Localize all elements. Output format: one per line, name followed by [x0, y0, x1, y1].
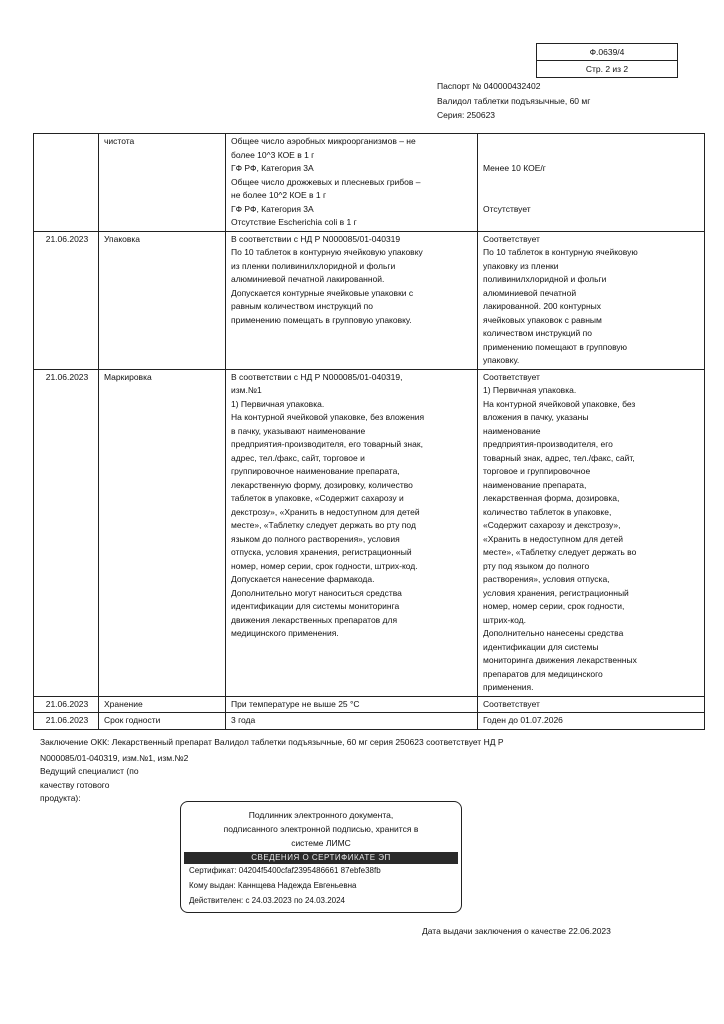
- requirement-line: Допускается нанесение фармакода.: [231, 574, 375, 584]
- indicator-cell: Хранение: [99, 696, 226, 713]
- result-line: растворения», условия отпуска,: [483, 574, 610, 584]
- requirement-line: При температуре не выше 25 °С: [231, 698, 360, 709]
- leader-line: продукта):: [40, 793, 81, 803]
- result-line: мониторинга движения лекарственных: [483, 655, 637, 665]
- certificate-holder: Кому выдан: Каннщева Надежда Евгеньевна: [189, 881, 357, 890]
- requirement-line: более 10^3 КОЕ в 1 г: [231, 149, 315, 160]
- result-line: Отсутствует: [483, 203, 531, 214]
- result-cell: [478, 231, 705, 369]
- result-line: применению помещают в групповую: [483, 341, 628, 352]
- page-number: Стр. 2 из 2: [537, 60, 677, 77]
- certificate-number: Сертификат: 04204f5400cfaf2395486661 87ebfe38fb: [189, 866, 381, 875]
- requirement-line: 1) Первичная упаковка.: [231, 398, 325, 409]
- result-cell: [478, 696, 705, 713]
- table-row: [34, 713, 705, 730]
- result-line: алюминиевой печатной: [483, 287, 577, 298]
- result-line: упаковку из пленки: [483, 260, 559, 271]
- result-line: [483, 135, 701, 149]
- requirement-line: движения лекарственных препаратов для: [231, 614, 398, 625]
- series-number: Серия: 250623: [437, 110, 496, 120]
- conclusion-line-2: N000085/01-040319, изм.№1, изм.№2: [40, 753, 189, 763]
- requirement-line: Общее число дрожжевых и плесневых грибов –: [231, 176, 421, 187]
- result-line: применения.: [483, 682, 534, 692]
- result-line: количеством инструкций по: [483, 328, 592, 338]
- result-line: лакированной. 200 контурных: [483, 301, 602, 311]
- result-line: наименование: [483, 425, 541, 436]
- result-line: «Содержит сахарозу и декстрозу»,: [483, 520, 621, 530]
- requirement-line: месте», «Таблетку следует держать во рту под: [231, 520, 416, 530]
- passport-number: Паспорт № 040000432402: [437, 81, 541, 91]
- date-cell: [34, 134, 99, 232]
- requirement-line: Отсутствие Escherichia coli в 1 г: [231, 217, 357, 227]
- requirement-cell: [226, 134, 478, 232]
- requirement-line: медицинского применения.: [231, 628, 339, 638]
- form-number-box: [536, 43, 678, 78]
- requirement-line: алюминиевой печатной лакированной.: [231, 274, 385, 284]
- result-line: На контурной ячейковой упаковке, без: [483, 398, 636, 409]
- requirement-line: группировочное наименование препарата,: [231, 466, 400, 476]
- result-line: [483, 216, 701, 230]
- date-cell: 21.06.2023: [34, 231, 99, 369]
- requirement-line: отпуска, условия хранения, регистрационный: [231, 547, 412, 557]
- result-line: штрих-код.: [483, 614, 526, 625]
- result-cell: [478, 713, 705, 730]
- result-line: номер, номер серии, срок годности,: [483, 601, 625, 611]
- table-row: [34, 369, 705, 696]
- result-line: лекарственная форма, дозировка,: [483, 493, 620, 503]
- indicator-cell: Маркировка: [99, 369, 226, 696]
- leader-line: Ведущий специалист (по: [40, 766, 139, 776]
- requirement-cell: [226, 369, 478, 696]
- result-line: товарный знак, адрес, тел./факс, сайт,: [483, 452, 635, 463]
- requirement-line: В соответствии с НД Р N000085/01-040319,: [231, 371, 403, 382]
- result-line: торговое и группировочное: [483, 466, 591, 476]
- result-line: поливинилхлоридной и фольги: [483, 274, 607, 284]
- result-line: «Хранить в недоступном для детей: [483, 533, 624, 544]
- requirement-line: в пачку, указывают наименование: [231, 425, 366, 436]
- requirement-line: Допускается контурные ячейковые упаковки с: [231, 287, 414, 298]
- requirement-line: лекарственную форму, дозировку, количество: [231, 479, 413, 490]
- requirement-line: таблеток в упаковке, «Содержит сахарозу и: [231, 493, 404, 503]
- conclusion: [40, 734, 560, 766]
- stamp-title-line: системе ЛИМС: [291, 838, 351, 848]
- result-line: упаковку.: [483, 355, 520, 365]
- requirement-line: из пленки поливинилхлоридной и фольги: [231, 260, 396, 271]
- result-line: 1) Первичная упаковка.: [483, 385, 577, 395]
- stamp-title-line: Подлинник электронного документа,: [248, 810, 394, 820]
- result-line: По 10 таблеток в контурную ячейковую: [483, 247, 638, 257]
- stamp-title-line: подписанного электронной подписью, хранится в: [223, 824, 419, 834]
- requirement-line: ГФ РФ, Категория 3А: [231, 203, 314, 214]
- requirement-line: номер, номер серии, срок годности, штрих-код.: [231, 560, 418, 571]
- indicator-cell: Упаковка: [99, 231, 226, 369]
- date-cell: 21.06.2023: [34, 696, 99, 713]
- requirement-line: Дополнительно могут наноситься средства: [231, 587, 402, 598]
- requirement-line: Общее число аэробных микроорганизмов – не: [231, 136, 416, 146]
- result-line: Менее 10 КОЕ/г: [483, 163, 546, 173]
- result-line: [483, 149, 701, 163]
- requirement-line: адрес, тел./факс, сайт, торговое и: [231, 452, 365, 463]
- e-signature-stamp: [180, 801, 462, 913]
- requirement-line: не более 10^2 КОЕ в 1 г: [231, 190, 327, 200]
- result-line: рту под языком до полного: [483, 560, 590, 571]
- requirement-line: На контурной ячейковой упаковке, без вложения: [231, 412, 425, 422]
- result-line: наименование препарата,: [483, 479, 587, 490]
- indicator-cell: Срок годности: [99, 713, 226, 730]
- table-row: [34, 696, 705, 713]
- requirement-line: предприятия-производителя, его товарный знак,: [231, 439, 423, 449]
- requirement-line: декстрозу», «Хранить в недоступном для детей: [231, 506, 420, 517]
- requirement-cell: [226, 696, 478, 713]
- product-name: Валидол таблетки подъязычные, 60 мг: [437, 95, 591, 106]
- result-line: месте», «Таблетку следует держать во: [483, 547, 637, 557]
- test-results-table: [33, 133, 705, 730]
- indicator-cell: чистота: [99, 134, 226, 232]
- result-line: Соответствует: [483, 233, 540, 244]
- result-line: условия хранения, регистрационный: [483, 587, 629, 598]
- result-line: [483, 176, 701, 190]
- result-line: вложения в пачку, указаны: [483, 412, 589, 422]
- result-cell: [478, 134, 705, 232]
- requirement-line: 3 года: [231, 715, 256, 725]
- result-line: ячейковых упаковок с равным: [483, 314, 602, 325]
- result-line: Годен до 01.07.2026: [483, 715, 563, 725]
- table-row: [34, 134, 705, 232]
- result-line: Соответствует: [483, 698, 540, 709]
- result-cell: [478, 369, 705, 696]
- result-line: препаратов для медицинского: [483, 668, 603, 679]
- certificate-validity: Действителен: с 24.03.2023 по 24.03.2024: [189, 896, 345, 905]
- date-cell: 21.06.2023: [34, 713, 99, 730]
- form-number: Ф.0639/4: [589, 47, 625, 57]
- requirement-line: ГФ РФ, Категория 3А: [231, 163, 314, 173]
- leader-line: качеству готового: [40, 779, 110, 790]
- requirement-cell: [226, 713, 478, 730]
- requirement-line: В соответствии с НД Р N000085/01-040319: [231, 233, 401, 244]
- passport-header: [437, 79, 707, 123]
- conclusion-line-1: Заключение ОКК: Лекарственный препарат Валидол таблетки подъязычные, 60 мг серия 250623 соответствует НД Р: [40, 737, 504, 747]
- result-line: Соответствует: [483, 371, 540, 382]
- requirement-line: равным количеством инструкций по: [231, 301, 373, 311]
- requirement-line: применению помещать в групповую упаковку.: [231, 314, 412, 325]
- result-line: [483, 189, 701, 203]
- lead-specialist-label: [40, 765, 160, 806]
- requirement-line: изм.№1: [231, 385, 262, 395]
- requirement-line: По 10 таблеток в контурную ячейковую упаковку: [231, 247, 423, 257]
- result-line: идентификации для системы: [483, 641, 599, 652]
- requirement-cell: [226, 231, 478, 369]
- result-line: предприятия-производителя, его: [483, 439, 613, 449]
- requirement-line: идентификации для системы мониторинга: [231, 601, 400, 611]
- result-line: количество таблеток в упаковке,: [483, 506, 612, 517]
- date-cell: 21.06.2023: [34, 369, 99, 696]
- requirement-line: языком до полного растворения», условия: [231, 533, 400, 544]
- certificate-info-bar: СВЕДЕНИЯ О СЕРТИФИКАТЕ ЭП: [184, 852, 458, 864]
- result-line: Дополнительно нанесены средства: [483, 628, 624, 638]
- table-row: [34, 231, 705, 369]
- issue-date: Дата выдачи заключения о качестве 22.06.2023: [422, 926, 611, 936]
